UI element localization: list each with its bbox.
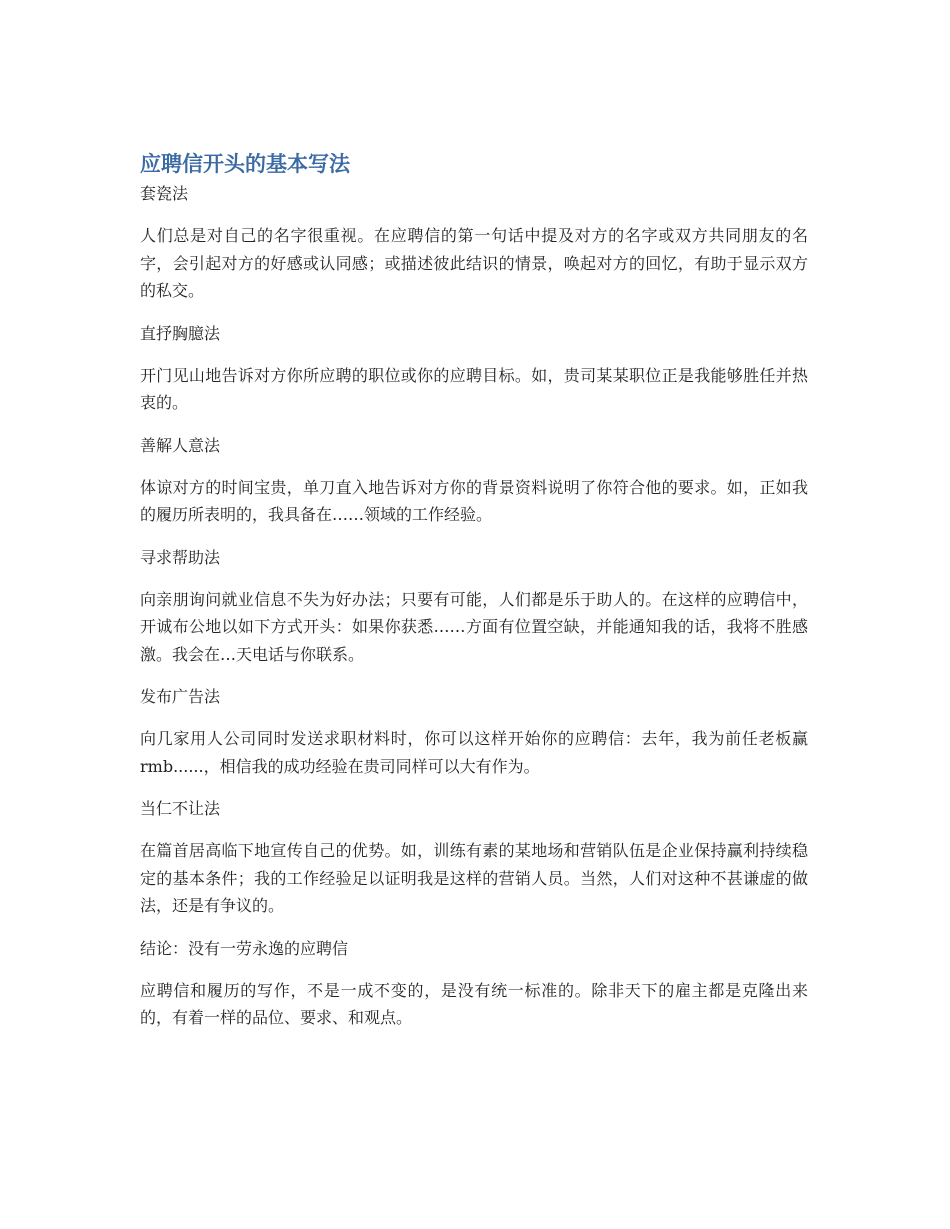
document-page: [140, 148, 808, 1032]
section-body-taoci: 人们总是对自己的名字很重视。在应聘信的第一句话中提及对方的名字或双方共同朋友的名字，会引起对方的好感或认同感；或描述彼此结识的情景，唤起对方的回忆，有助于显示双方的私交。: [140, 226, 808, 300]
section-heading-shanjie: 善解人意法: [140, 435, 221, 455]
section-body-xunqiu: 向亲朋询问就业信息不失为好办法；只要有可能，人们都是乐于助人的。在这样的应聘信中，开诚布公地以如下方式开头：如果你获悉……方面有位置空缺，并能通知我的话，我将不胜感激。我会在…天电话与你联系。: [140, 589, 808, 664]
section-heading-taoci: 套瓷法: [140, 184, 189, 203]
section-body-dangren: 在篇首居高临下地宣传自己的优势。如，训练有素的某地场和营销队伍是企业保持赢利持续稳定的基本条件；我的工作经验足以证明我是这样的营销人员。当然，人们对这种不甚谦虚的做法，还是有争议的。: [140, 841, 808, 915]
section-heading-fabu: 发布广告法: [140, 687, 221, 706]
section-heading-dangren: 当仁不让法: [140, 799, 221, 818]
section-heading-conclusion: 结论：没有一劳永逸的应聘信: [140, 938, 349, 958]
section-body-zhishu: 开门见山地告诉对方你所应聘的职位或你的应聘目标。如，贵司某某职位正是我能够胜任并热衷的。: [140, 365, 808, 412]
section-heading-zhishu: 直抒胸臆法: [140, 323, 221, 343]
section-body-conclusion: 应聘信和履历的写作，不是一成不变的，是没有统一标准的。除非天下的雇主都是克隆出来的，有着一样的品位、要求、和观点。: [140, 980, 808, 1027]
section-body-shanjie: 体谅对方的时间宝贵，单刀直入地告诉对方你的背景资料说明了你符合他的要求。如，正如我的履历所表明的，我具备在……领域的工作经验。: [140, 477, 808, 524]
document-title: 应聘信开头的基本写法: [140, 152, 350, 176]
section-heading-xunqiu: 寻求帮助法: [140, 547, 221, 567]
section-body-fabu: 向几家用人公司同时发送求职材料时，你可以这样开始你的应聘信：去年，我为前任老板赢 rmb......，相信我的成功经验在贵司同样可以大有作为。: [140, 729, 808, 776]
